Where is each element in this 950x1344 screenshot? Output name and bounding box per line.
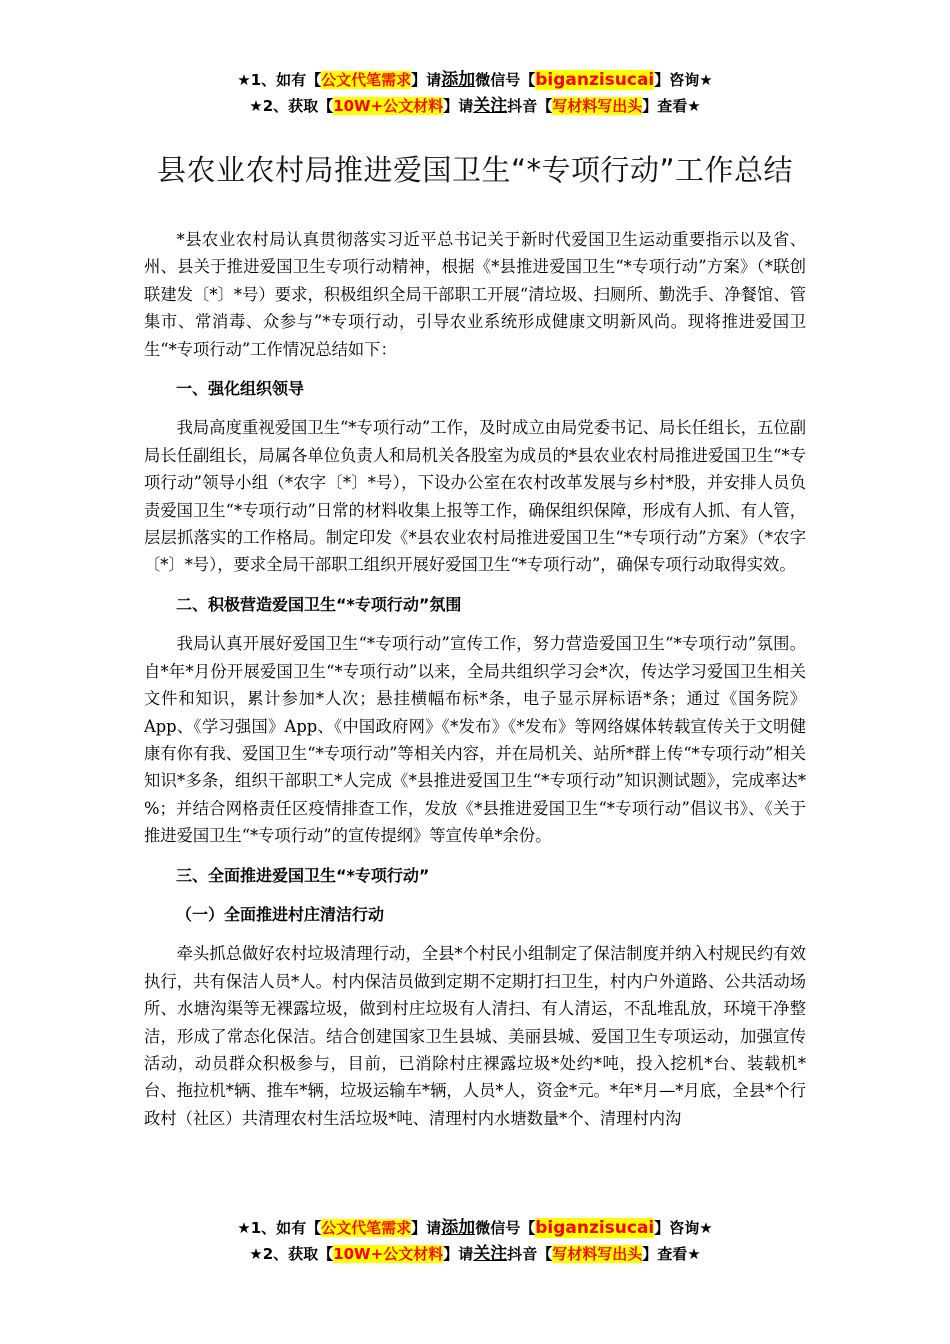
promo-highlight: 10W+公文材料 bbox=[333, 1245, 444, 1263]
promo-highlight: 公文代笔需求 bbox=[321, 71, 412, 89]
promo-line-2: ★2、获取【10W+公文材料】请关注抖音【写材料写出头】查看★ bbox=[249, 1244, 701, 1264]
section-2-paragraph: 我局认真开展好爱国卫生“*专项行动”宣传工作，努力营造爱国卫生“*专项行动”氛围。自*年*月份开展爱国卫生“*专项行动”以来，全局共组织学习会*次，传达学习爱国卫生相关文件和知识，累计参加*人次；悬挂横幅布标*条，电子显示屏标语*条；通过《国务院》App、《学习强国》App、《中国政府网》《*发布》《*发布》等网络媒体转载宣传关于文明健康有你有我、爱国卫生“*专项行动”等相关内容，并在局机关、站所*群上传“*专项行动”相关知识*多条，组织干部职工*人完成《*县推进爱国卫生“*专项行动”知识测试题》，完成率达* %；并结合网格责任区疫情排查工作，发放《*县推进爱国卫生“*专项行动”倡议书》、《关于推进爱国卫生“*专项行动”的宣传提纲》等宣传单*余份。 bbox=[144, 634, 806, 846]
section-heading-3: 三、全面推进爱国卫生“*专项行动” bbox=[176, 865, 430, 885]
promo-wechat-id: biganzisucai bbox=[535, 70, 655, 90]
promo-underline: 关注 bbox=[473, 1244, 508, 1264]
promo-highlight: 公文代笔需求 bbox=[321, 1219, 412, 1237]
promo-banner-bottom bbox=[0, 1215, 950, 1267]
promo-underline: 关注 bbox=[473, 96, 508, 116]
promo-line-1: ★1、如有【公文代笔需求】请添加微信号【biganzisucai】咨询★ bbox=[237, 1218, 713, 1238]
document-title: 县农业农村局推进爱国卫生“*专项行动”工作总结 bbox=[156, 153, 794, 187]
section-3-1-paragraph: 牵头抓总做好农村垃圾清理行动，全县*个村民小组制定了保洁制度并纳入村规民约有效执行，共有保洁人员*人。村内保洁员做到定期不定期打扫卫生，村内户外道路、公共活动场所、水塘沟渠等无裸露垃圾，做到村庄垃圾有人清扫、有人清运，不乱堆乱放，环境干净整洁，形成了常态化保洁。结合创建国家卫生县城、美丽县城、爱国卫生专项运动，加强宣传活动，动员群众积极参与，目前，已消除村庄裸露垃圾*处约*吨，投入挖机*台、装载机*台、拖拉机*辆、推车*辆，垃圾运输车*辆，人员*人，资金*元。*年*月—*月底，全县*个行政村（社区）共清理农村生活垃圾*吨、清理村内水塘数量*个、清理村内沟 bbox=[144, 944, 806, 1128]
section-heading-1: 一、强化组织领导 bbox=[176, 379, 305, 399]
section-heading-2: 二、积极营造爱国卫生“*专项行动”氛围 bbox=[176, 594, 462, 614]
promo-douyin-id: 写材料写出头 bbox=[552, 1245, 643, 1263]
intro-paragraph: *县农业农村局认真贯彻落实习近平总书记关于新时代爱国卫生运动重要指示以及省、州、县关于推进爱国卫生专项行动精神，根据《*县推进爱国卫生“*专项行动”方案》（*联创联建发〔*〕*号）要求，积极组织全局干部职工开展“清垃圾、扫厕所、勤洗手、净餐馆、管集市、常消毒、众参与”*专项行动，引导农业系统形成健康文明新风尚。现将推进爱国卫生“*专项行动”工作情况总结如下： bbox=[144, 230, 806, 359]
section-1-paragraph: 我局高度重视爱国卫生“*专项行动”工作，及时成立由局党委书记、局长任组长，五位副局长任副组长，局属各单位负责人和局机关各股室为成员的*县农业农村局推进爱国卫生“*专项行动”领导小组（*农字〔*〕*号），下设办公室在农村改革发展与乡村*股，并安排人员负责爱国卫生“*专项行动”日常的材料收集上报等工作，确保组织保障，形成有人抓、有人管，层层抓落实的工作格局。制定印发《*县农业农村局推进爱国卫生“*专项行动”方案》（*农字〔*〕*号），要求全局干部职工组织开展好爱国卫生“*专项行动”，确保专项行动取得实效。 bbox=[144, 418, 806, 575]
promo-wechat-id: biganzisucai bbox=[535, 1218, 655, 1238]
promo-highlight: 10W+公文材料 bbox=[333, 97, 444, 115]
promo-line-1: ★1、如有【公文代笔需求】请添加微信号【biganzisucai】咨询★ bbox=[237, 70, 713, 90]
promo-underline: 添加 bbox=[441, 1218, 476, 1238]
promo-banner-top bbox=[0, 67, 950, 119]
promo-line-2: ★2、获取【10W+公文材料】请关注抖音【写材料写出头】查看★ bbox=[249, 96, 701, 116]
document-body bbox=[144, 226, 806, 1132]
promo-underline: 添加 bbox=[441, 70, 476, 90]
subsection-heading-3-1: （一）全面推进村庄清洁行动 bbox=[176, 904, 385, 924]
promo-douyin-id: 写材料写出头 bbox=[552, 97, 643, 115]
